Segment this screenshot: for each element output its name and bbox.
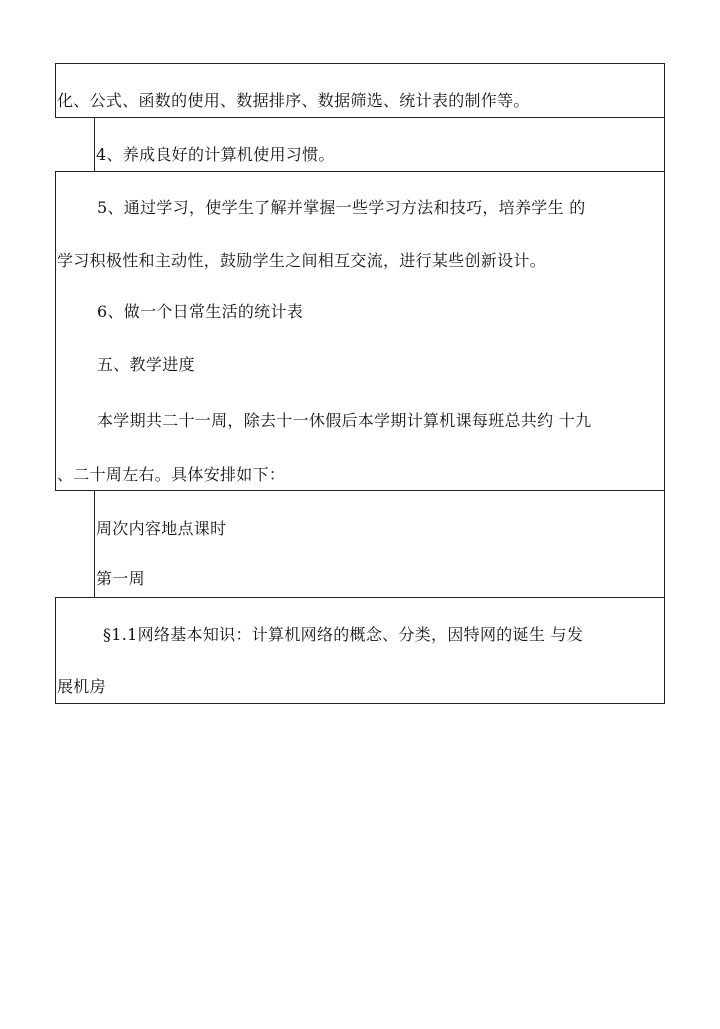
table-cell-goals xyxy=(55,171,665,491)
content-line: 6、做一个日常生活的统计表 xyxy=(97,302,304,321)
content-line: §1.1网络基本知识：计算机网络的概念、分类，因特网的诞生 与发 xyxy=(103,625,584,644)
content-line: 展机房 xyxy=(57,677,106,696)
content-line: 化、公式、函数的使用、数据排序、数据筛选、统计表的制作等。 xyxy=(57,91,530,110)
section-heading: 五、教学进度 xyxy=(97,355,195,374)
table-header-text: 周次内容地点课时 xyxy=(96,519,227,538)
table-cell-week1-content xyxy=(55,597,665,704)
table-cell-schedule-header xyxy=(94,490,665,598)
content-line: 4、养成良好的计算机使用习惯。 xyxy=(96,145,335,164)
content-line: 5、通过学习，使学生了解并掌握一些学习方法和技巧，培养学生 的 xyxy=(97,198,586,217)
content-line: 、二十周左右。具体安排如下： xyxy=(57,465,286,484)
content-line: 学习积极性和主动性，鼓励学生之间相互交流，进行某些创新设计。 xyxy=(57,251,547,270)
content-line: 本学期共二十一周，除去十一休假后本学期计算机课每班总共约 十九 xyxy=(97,411,592,430)
week-label: 第一周 xyxy=(96,569,145,588)
